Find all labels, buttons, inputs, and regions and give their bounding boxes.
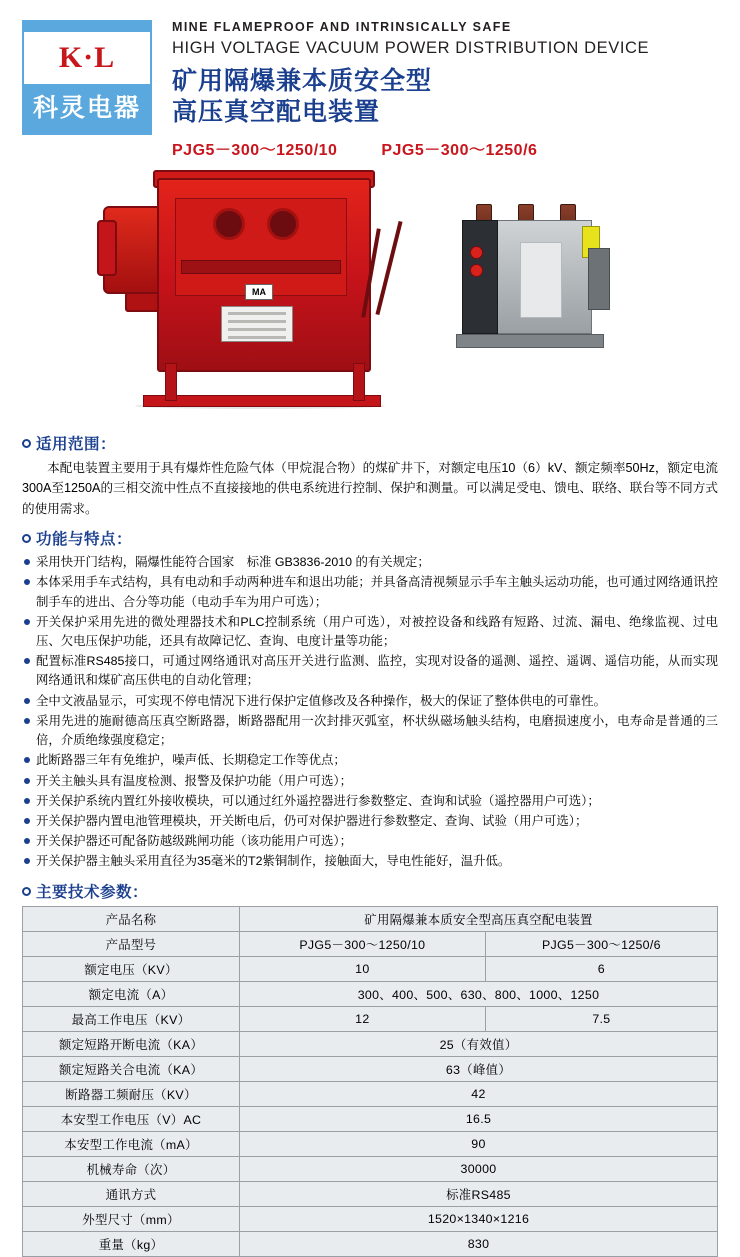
spec-parameter-name: 额定短路关合电流（KA） [23,1056,240,1081]
table-row [23,1031,718,1056]
table-row [23,1231,718,1256]
table-row [23,931,718,956]
spec-parameter-name: 额定电压（KV） [23,956,240,981]
page-header [0,0,740,160]
header-chinese-line-2: 高压真空配电装置 [172,98,381,127]
list-item: 此断路器三年有免维护，噪声低、长期稳定工作等优点； [22,751,718,770]
spec-parameter-name: 重量（kg） [23,1231,240,1256]
table-row [23,1106,718,1131]
cabinet-product-image [95,164,415,409]
spec-value-6kv: 7.5 [485,1006,717,1031]
spec-parameter-name: 最高工作电压（KV） [23,1006,240,1031]
cabinet-nameplate [221,306,293,342]
spec-parameter-name: 额定短路开断电流（KA） [23,1031,240,1056]
spec-value: 90 [240,1131,718,1156]
spec-parameter-name: 机械寿命（次） [23,1156,240,1181]
table-row [23,1181,718,1206]
spec-value: 标准RS485 [240,1181,718,1206]
spec-parameter-name: 外型尺寸（mm） [23,1206,240,1231]
logo-company-name: 科灵电器 [32,93,141,122]
features-title [22,527,718,549]
cabinet-leg-right [353,363,365,401]
spec-value: 42 [240,1081,718,1106]
table-row [23,956,718,981]
list-item: 开关保护器内置电池管理模块，开关断电后，仍可对保护器进行参数整定、查询、试验（用户可选）； [22,812,718,831]
spec-value-10kv: 12 [240,1006,486,1031]
spec-value: 63（峰值） [240,1056,718,1081]
list-item: 采用先进的施耐德高压真空断路器，断路器配用一次封排灭弧室，杯状纵磁场触头结构，电磨损速度小，电寿命是普通的三倍，介质绝缘强度稳定； [22,712,718,750]
product-images [0,164,740,424]
cabinet-leg-left [165,363,177,401]
scope-section [0,432,740,519]
table-row [23,1056,718,1081]
scope-title [22,432,718,454]
list-item: 开关保护系统内置红外接收模块，可以通过红外遥控器进行参数整定、查询和试验（遥控器用户可选）； [22,792,718,811]
breaker-indicator-red-top [470,246,483,259]
bullet-circle-icon [22,534,31,543]
spec-parameter-name: 本安型工作电压（V）AC [23,1106,240,1131]
spec-value-10kv: PJG5－300～1250/10 [240,931,486,956]
spec-value-10kv: 10 [240,956,486,981]
model-number-right: PJG5－300～1250/6 [381,141,538,159]
cabinet-button-strip [181,260,341,274]
breaker-control-panel [462,220,498,334]
bullet-circle-icon [22,887,31,896]
spec-value-6kv: 6 [485,956,717,981]
table-row [23,1156,718,1181]
spec-value-6kv: PJG5－300～1250/6 [485,931,717,956]
spec-value: 30000 [240,1156,718,1181]
specs-title [22,880,718,902]
header-text-block [172,20,730,160]
spec-value: 300、400、500、630、800、1000、1250 [240,981,718,1006]
spec-value: 1520×1340×1216 [240,1206,718,1231]
logo-mark-box [24,32,150,84]
features-list [22,553,718,872]
spec-value: 矿用隔爆兼本质安全型高压真空配电装置 [240,906,718,931]
table-row [23,1081,718,1106]
list-item: 本体采用手车式结构，具有电动和手动两种进车和退出功能；并具备高清视频显示手车主触头运动功能，也可通过网络通讯控制手车的进出、合分等功能（电动手车为用户可选）； [22,573,718,611]
list-item: 全中文液晶显示，可实现不停电情况下进行保护定值修改及各种操作，极大的保证了整体供电的可靠性。 [22,692,718,711]
list-item: 配置标准RS485接口，可通过网络通讯对高压开关进行监测、监控，实现对设备的遥测、遥控、遥调、遥信功能，从而实现网络通讯和煤矿高压供电的自动化管理； [22,652,718,690]
spec-parameter-name: 断路器工频耐压（KV） [23,1081,240,1106]
breaker-base [456,334,604,348]
cabinet-ma-badge: MA [245,284,273,300]
table-row [23,1131,718,1156]
table-row [23,981,718,1006]
table-row [23,906,718,931]
cabinet-gauge-right [267,208,299,240]
breaker-operating-arm [588,248,610,310]
header-english-line-2: HIGH VOLTAGE VACUUM POWER DISTRIBUTION DEVICE [172,39,650,57]
model-number-left: PJG5－300～1250/10 [172,141,338,159]
spec-value: 830 [240,1231,718,1256]
list-item: 开关主触头具有温度检测、报警及保护功能（用户可选）； [22,772,718,791]
bullet-circle-icon [22,439,31,448]
scope-title-text: 适用范围： [36,436,117,453]
logo-mark-text: K·L [58,40,116,74]
breaker-white-block [520,242,562,318]
breaker-product-image [452,202,612,352]
features-section [0,527,740,872]
header-model-row [172,137,730,160]
cabinet-base-frame [143,395,381,407]
list-item: 开关保护器还可配备防越级跳闸功能（该功能用户可选）； [22,832,718,851]
specifications-table-body [23,906,718,1256]
header-english-line-1: MINE FLAMEPROOF AND INTRINSICALLY SAFE [172,20,512,34]
list-item: 采用快开门结构，隔爆性能符合国家 标准 GB3836-2010 的有关规定； [22,553,718,572]
spec-value: 16.5 [240,1106,718,1131]
table-row [23,1206,718,1231]
spec-value: 25（有效值） [240,1031,718,1056]
cabinet-side-connector [97,220,117,276]
features-title-text: 功能与特点： [36,531,133,549]
scope-paragraph: 本配电装置主要用于具有爆炸性危险气体（甲烷混合物）的煤矿井下，对额定电压10（6）kV、额定频率50Hz，额定电流300A至1250A的三相交流中性点不直接接地的供电系统进行控制、保护和测量。可以满足受电、馈电、联络、联台等不同方式的使用需求。 [22,461,718,516]
spec-parameter-name: 产品名称 [23,906,240,931]
table-row [23,1006,718,1031]
breaker-indicator-red-bottom [470,264,483,277]
header-chinese-line-1: 矿用隔爆兼本质安全型 [172,67,433,95]
spec-parameter-name: 产品型号 [23,931,240,956]
spec-parameter-name: 本安型工作电流（mA） [23,1131,240,1156]
specs-section [0,880,740,1257]
spec-parameter-name: 额定电流（A） [23,981,240,1006]
specs-title-text: 主要技术参数： [36,883,149,901]
list-item: 开关保护器主触头采用直径为35毫米的T2紫铜制作，接触面大，导电性能好，温升低。 [22,852,718,871]
cabinet-gauge-left [213,208,245,240]
company-logo [22,20,152,135]
specifications-table [22,906,718,1257]
spec-parameter-name: 通讯方式 [23,1181,240,1206]
list-item: 开关保护采用先进的微处理器技术和PLC控制系统（用户可选），对被控设备和线路有短路、过流、漏电、绝缘监视、过电压、欠电压保护功能，还具有故障记忆、查询、电度计量等功能； [22,613,718,651]
cabinet-front-panel [175,198,347,296]
